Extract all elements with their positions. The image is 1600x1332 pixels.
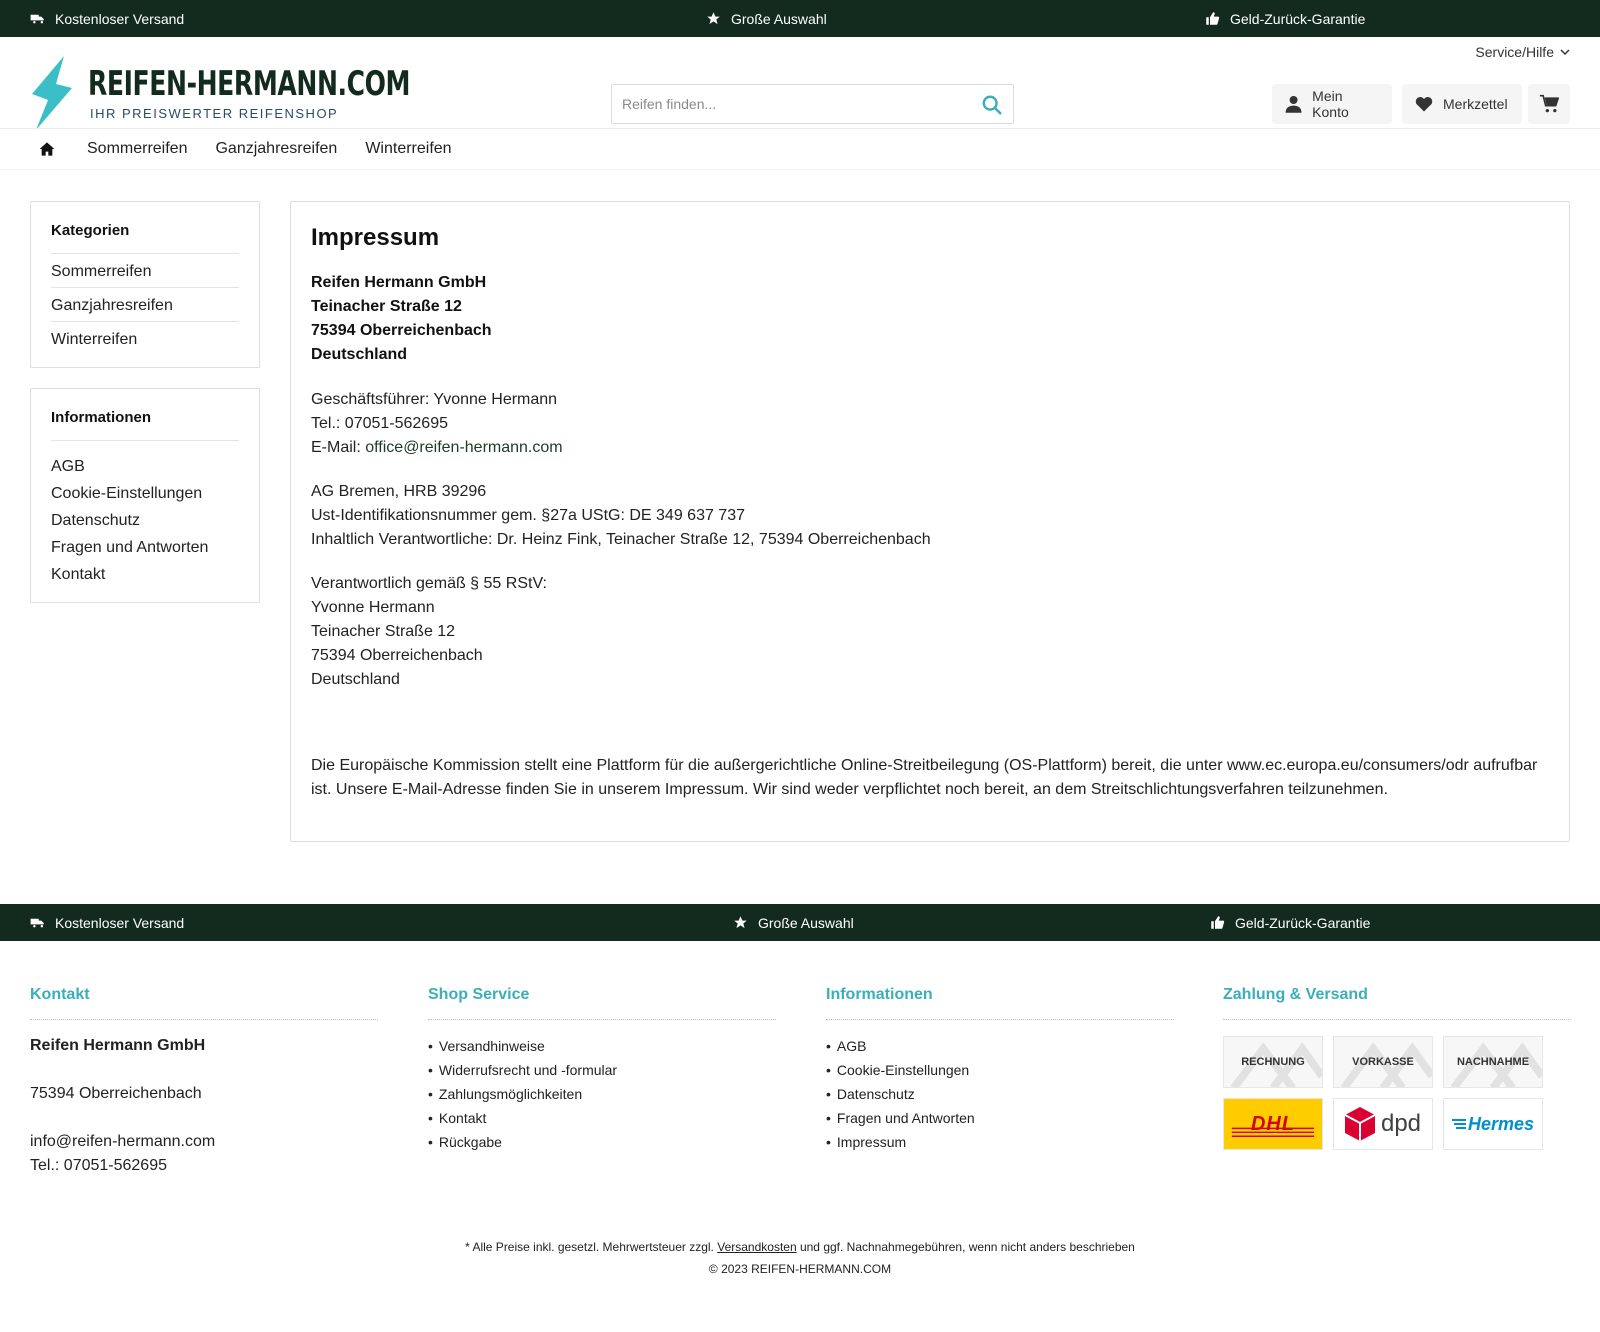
price-note <box>0 1236 1600 1258</box>
user-icon <box>1284 94 1303 114</box>
shipping-hermes-tile <box>1443 1098 1543 1150</box>
company-city: 75394 Oberreichenbach <box>311 322 492 339</box>
vat-text: Ust-Identifikationsnummer gem. §27a UStG: DE 349 637 737 <box>311 507 745 524</box>
sidebar-item-agb[interactable]: AGB <box>51 458 85 475</box>
star-icon <box>706 11 721 26</box>
payment-cod-label: NACHNAHME <box>1456 1056 1530 1068</box>
usp-guarantee-label: Geld-Zurück-Garantie <box>1235 914 1371 931</box>
account-button[interactable] <box>1272 84 1392 124</box>
price-note-suffix: und ggf. Nachnahmegebühren, wenn nicht anders beschrieben <box>796 1240 1135 1254</box>
usp-bar-top <box>0 0 1600 37</box>
footer-service <box>428 986 776 1154</box>
footer-payment-title: Zahlung & Versand <box>1223 986 1571 1020</box>
usp-bar-bottom <box>0 904 1600 941</box>
truck-icon <box>30 915 45 930</box>
sidebar-item-summer[interactable]: Sommerreifen <box>51 254 239 288</box>
payment-cod-tile <box>1443 1036 1543 1088</box>
company-street: Teinacher Straße 12 <box>311 298 462 315</box>
os-platform-text: Die Europäische Kommission stellt eine Plattform für die außergerichtliche Online-Streitbeilegung (OS-Plattform) bereit, die unter www.ec.europa.eu/consumers/odr aufrufbar ist. Unsere E-Mail-Adresse finden Sie in unserem Impressum. Wir sind weder verpflichtet noch bereit, an dem Streitschlichtungsverfahren teilzunehmen. <box>311 757 1538 798</box>
usp-guarantee <box>1205 0 1365 37</box>
logo[interactable] <box>30 56 411 130</box>
footer-contact-body <box>30 1020 378 1178</box>
logo-subtitle: IHR PREISWERTER REIFENSHOP <box>90 106 339 121</box>
nav-item-winter[interactable]: Winterreifen <box>365 140 452 157</box>
hermes-logo: Hermes <box>1467 1113 1535 1134</box>
usp-guarantee-footer <box>1210 904 1370 941</box>
sidebar-item-cookies[interactable]: Cookie-Einstellungen <box>51 485 203 502</box>
footer-phone: Tel.: 07051-562695 <box>30 1157 167 1174</box>
logo-bolt-icon <box>30 56 74 130</box>
search-box <box>611 84 1014 124</box>
responsible-content-text: Inhaltlich Verantwortliche: Dr. Heinz Fink, Teinacher Straße 12, 75394 Oberreichenbach <box>311 531 931 548</box>
sidebar-item-contact[interactable]: Kontakt <box>51 566 106 583</box>
nav-item-allseason[interactable]: Ganzjahresreifen <box>215 140 338 157</box>
rstv-street: Teinacher Straße 12 <box>311 623 456 640</box>
footer-company: Reifen Hermann GmbH <box>30 1037 206 1054</box>
impressum-content <box>290 201 1570 842</box>
rstv-block <box>311 572 547 692</box>
shipping-dpd-tile <box>1333 1098 1433 1150</box>
cart-icon <box>1539 94 1559 114</box>
main-nav <box>30 129 452 169</box>
footer-payment <box>1223 986 1571 1020</box>
usp-selection-label: Große Auswahl <box>758 914 854 931</box>
usp-selection-footer <box>733 904 854 941</box>
footer-service-title: Shop Service <box>428 986 776 1020</box>
footer-link-payment[interactable]: • Zahlungsmöglichkeiten <box>428 1082 776 1106</box>
usp-selection-label: Große Auswahl <box>731 10 827 27</box>
wishlist-label: Merkzettel <box>1443 96 1508 112</box>
sidebar-info-title: Informationen <box>51 389 239 441</box>
usp-guarantee-label: Geld-Zurück-Garantie <box>1230 10 1366 27</box>
usp-selection <box>706 0 827 37</box>
sidebar-item-winter[interactable]: Winterreifen <box>51 331 138 348</box>
truck-icon <box>30 11 45 26</box>
star-icon <box>733 915 748 930</box>
rstv-heading: Verantwortlich gemäß § 55 RStV: <box>311 575 547 592</box>
hermes-wing-icon <box>1452 1117 1466 1131</box>
heart-icon <box>1414 94 1434 114</box>
account-label: Mein Konto <box>1312 88 1349 120</box>
dpd-logo: dpd <box>1380 1110 1422 1137</box>
logo-title: REIFEN-HERMANN.COM <box>88 64 411 104</box>
footer-link-imprint[interactable]: • Impressum <box>826 1130 1174 1154</box>
payment-prepayment-label: VORKASSE <box>1352 1056 1414 1068</box>
email-link[interactable]: office@reifen-hermann.com <box>365 439 563 456</box>
usp-shipping <box>30 0 184 37</box>
payment-prepayment-tile <box>1333 1036 1433 1088</box>
category-list <box>51 254 239 356</box>
footer-link-withdrawal[interactable]: • Widerrufsrecht und -formular <box>428 1058 776 1082</box>
company-name: Reifen Hermann GmbH <box>311 274 487 291</box>
footer-city: 75394 Oberreichenbach <box>30 1085 202 1102</box>
footer-link-faq[interactable]: • Fragen und Antworten <box>826 1106 1174 1130</box>
register-block <box>311 480 931 552</box>
footer-email[interactable]: info@reifen-hermann.com <box>30 1133 216 1150</box>
footer-contact <box>30 986 378 1178</box>
footer-link-agb[interactable]: • AGB <box>826 1034 1174 1058</box>
rstv-name: Yvonne Hermann <box>311 599 435 616</box>
sidebar-categories <box>30 201 260 368</box>
nav-divider <box>0 169 1600 170</box>
email-line <box>311 436 563 460</box>
nav-item-summer[interactable]: Sommerreifen <box>87 140 188 157</box>
shipping-costs-link[interactable]: Versandkosten <box>717 1240 797 1254</box>
footer-info-list <box>826 1020 1174 1154</box>
usp-shipping-label: Kostenloser Versand <box>55 914 185 931</box>
price-note-prefix: * Alle Preise inkl. gesetzl. Mehrwertsteuer zzgl. <box>465 1240 718 1254</box>
shipping-dhl-tile <box>1223 1098 1323 1150</box>
footer-link-return[interactable]: • Rückgabe <box>428 1130 776 1154</box>
footer-link-cookies[interactable]: • Cookie-Einstellungen <box>826 1058 1174 1082</box>
sidebar-item-allseason[interactable]: Ganzjahresreifen <box>51 288 239 322</box>
rstv-country: Deutschland <box>311 671 400 688</box>
home-icon[interactable] <box>39 141 55 157</box>
footer-link-shipping[interactable]: • Versandhinweise <box>428 1034 776 1058</box>
sidebar-item-faq[interactable]: Fragen und Antworten <box>51 539 209 556</box>
sidebar-information <box>30 388 260 603</box>
sidebar-categories-title: Kategorien <box>51 202 239 254</box>
footer-info-title: Informationen <box>826 986 1174 1020</box>
legal-footer <box>0 1236 1600 1280</box>
payment-invoice-tile <box>1223 1036 1323 1088</box>
manager-text: Geschäftsführer: Yvonne Hermann <box>311 391 558 408</box>
page-title: Impressum <box>311 224 440 251</box>
company-country: Deutschland <box>311 346 408 363</box>
chevron-down-icon <box>1560 47 1570 57</box>
footer-contact-title: Kontakt <box>30 986 378 1020</box>
dpd-cube-icon <box>1345 1107 1375 1141</box>
search-input[interactable] <box>612 85 962 123</box>
register-text: AG Bremen, HRB 39296 <box>311 483 487 500</box>
footer-link-contact[interactable]: • Kontakt <box>428 1106 776 1130</box>
dhl-logo: DHL <box>1250 1112 1296 1135</box>
info-list <box>51 441 239 588</box>
contact-block <box>311 388 563 460</box>
footer-service-list <box>428 1020 776 1154</box>
wishlist-button[interactable] <box>1402 84 1522 124</box>
usp-shipping-footer <box>30 904 184 941</box>
cart-button[interactable] <box>1528 84 1570 124</box>
thumbs-up-icon <box>1205 11 1220 26</box>
rstv-city: 75394 Oberreichenbach <box>311 647 483 664</box>
payment-invoice-label: RECHNUNG <box>1241 1056 1305 1068</box>
service-help-menu[interactable] <box>1475 44 1570 60</box>
search-icon[interactable] <box>981 94 1003 116</box>
copyright: © 2023 REIFEN-HERMANN.COM <box>708 1262 892 1276</box>
phone-text: Tel.: 07051-562695 <box>311 415 448 432</box>
service-help-label: Service/Hilfe <box>1475 44 1554 60</box>
usp-shipping-label: Kostenloser Versand <box>55 10 185 27</box>
company-address <box>311 271 492 367</box>
footer-information <box>826 986 1174 1154</box>
thumbs-up-icon <box>1210 915 1225 930</box>
footer-link-privacy[interactable]: • Datenschutz <box>826 1082 1174 1106</box>
sidebar-item-privacy[interactable]: Datenschutz <box>51 512 140 529</box>
email-label: E-Mail: <box>311 439 366 456</box>
